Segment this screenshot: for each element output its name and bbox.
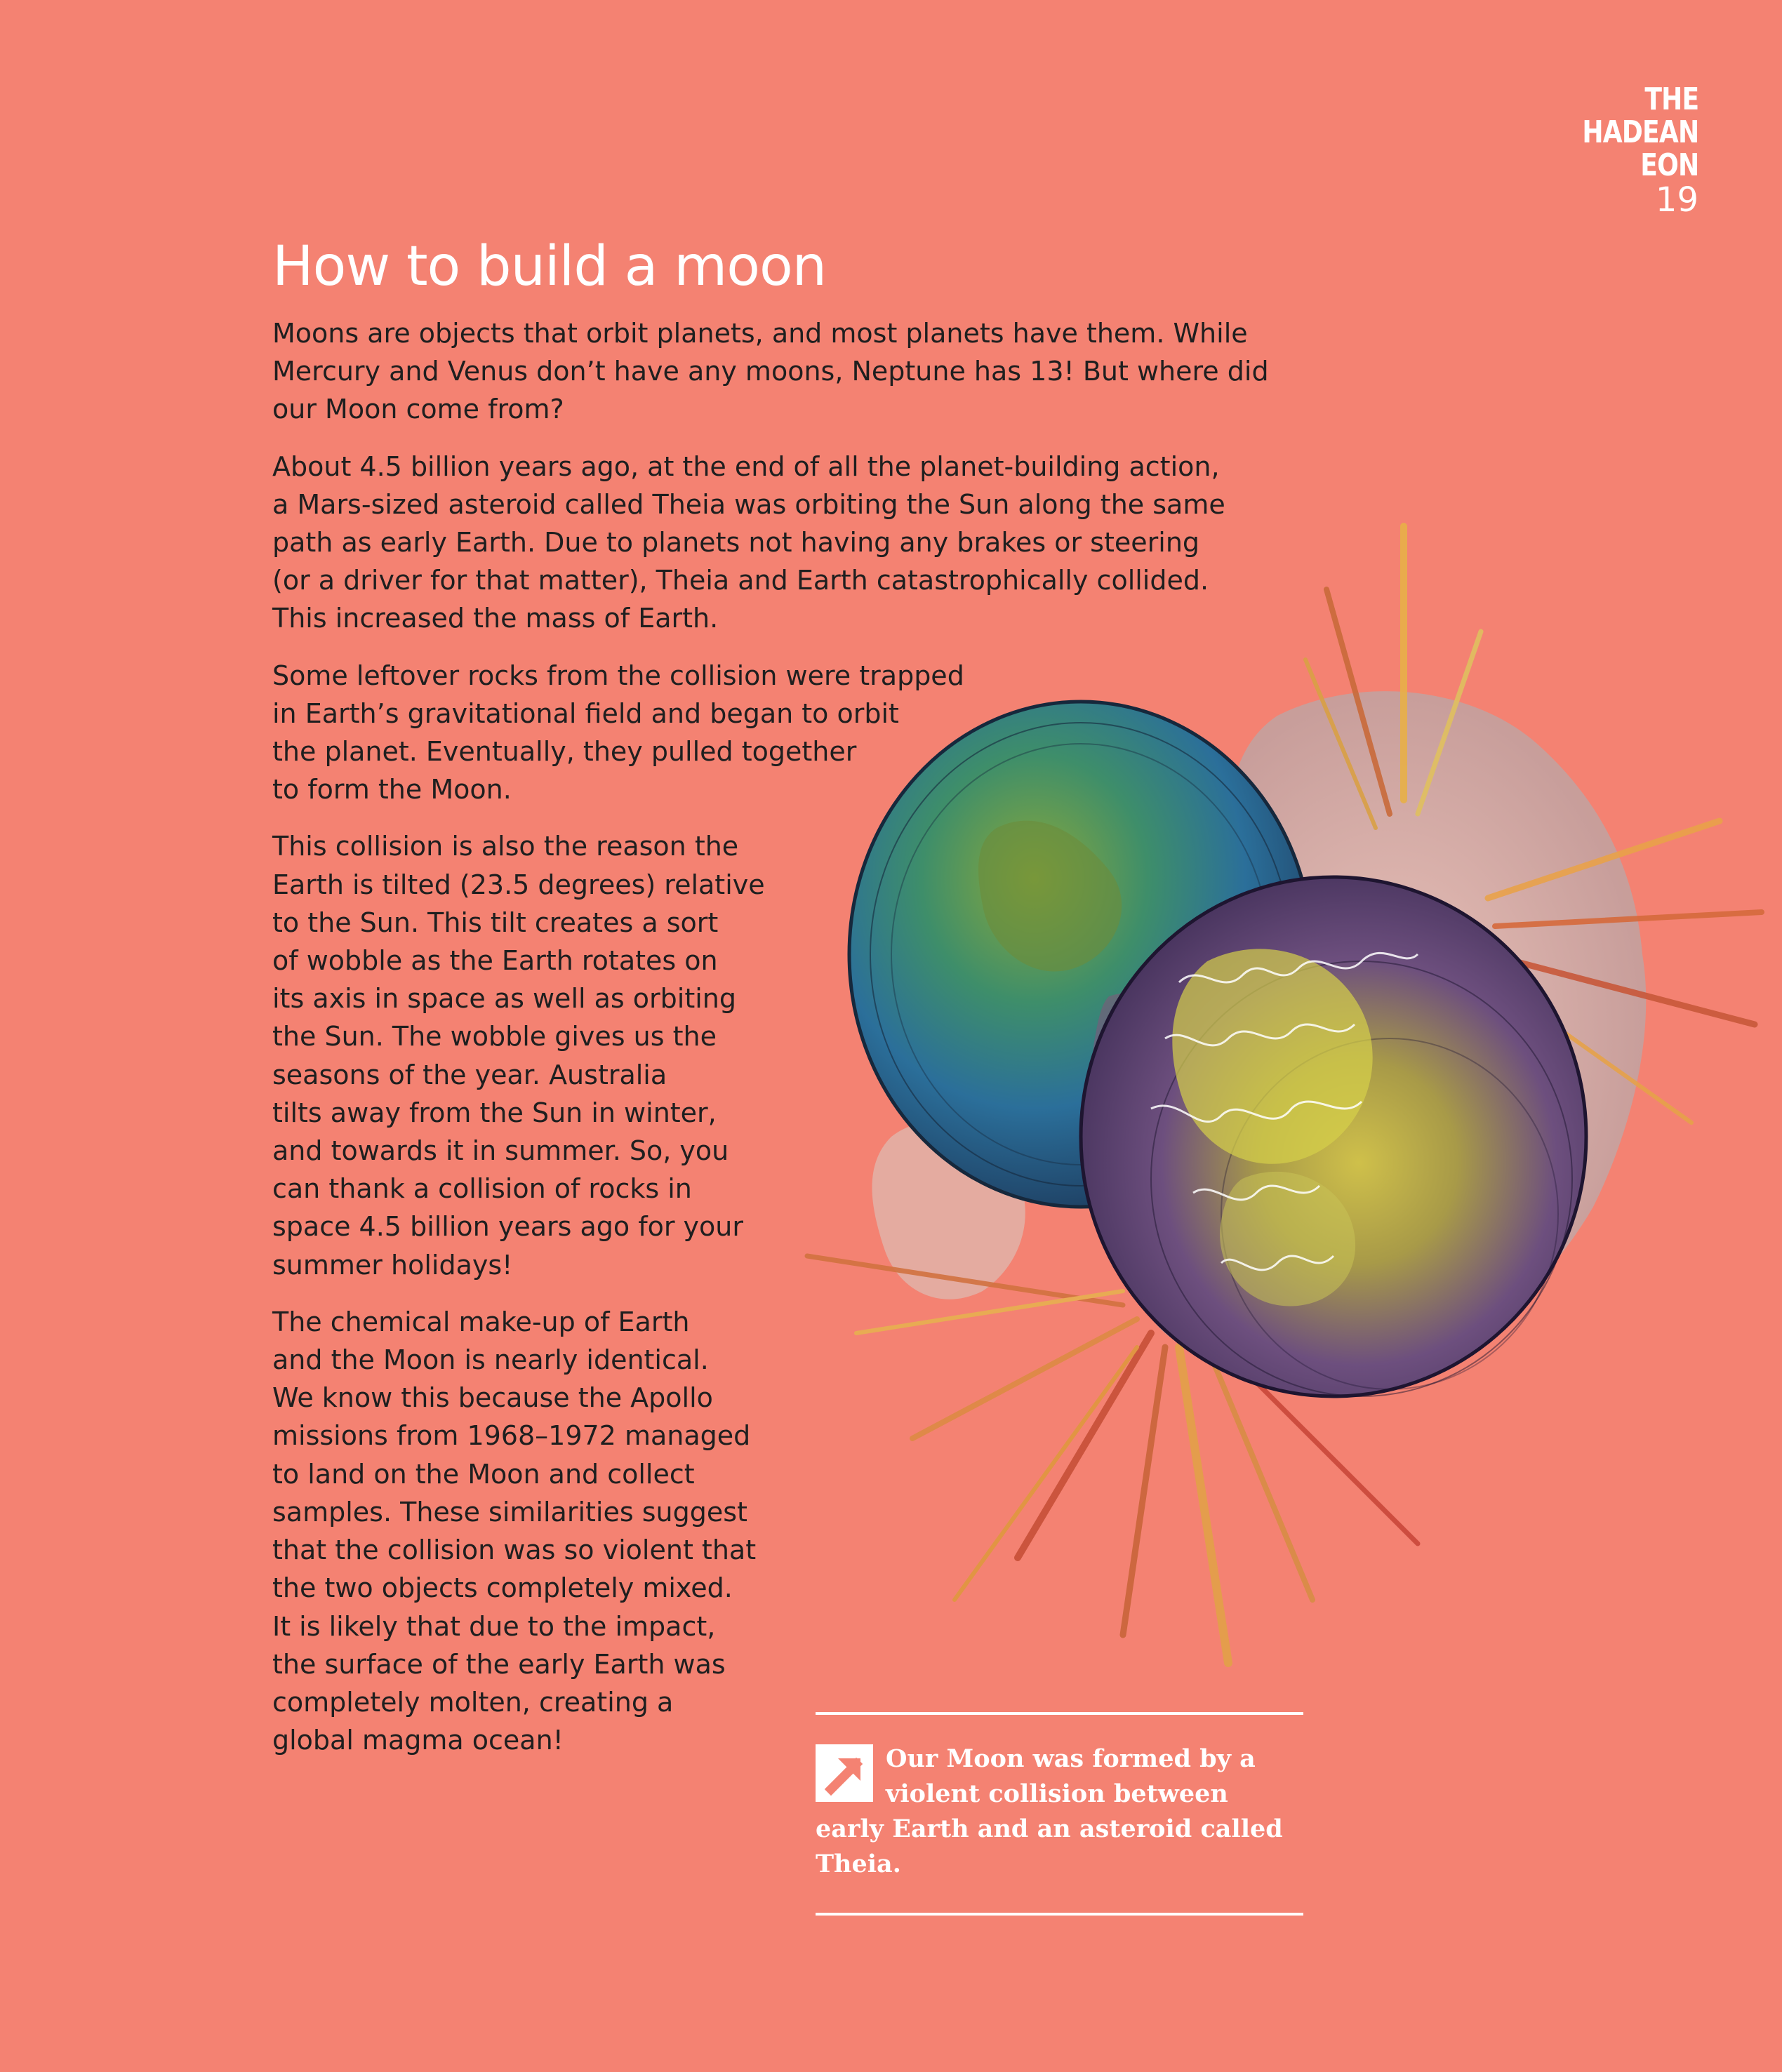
text-line: Earth is tilted (23.5 degrees) relative — [272, 869, 765, 900]
text-line: that the collision was so violent that — [272, 1535, 757, 1566]
text-line: a Mars-sized asteroid called Theia was orbiting the Sun along the same — [272, 488, 1225, 520]
text-line: can thank a collision of rocks in — [272, 1173, 692, 1205]
text-line: About 4.5 billion years ago, at the end of all the planet-building action, — [272, 450, 1220, 482]
text-line: path as early Earth. Due to planets not having any brakes or steering — [272, 527, 1200, 559]
chapter-tag — [1557, 83, 1698, 218]
arrow-up-right-icon — [816, 1744, 873, 1802]
text-line: This collision is also the reason the — [272, 831, 739, 862]
text-line: to the Sun. This tilt creates a sort — [272, 907, 719, 938]
page-number: 19 — [1655, 180, 1698, 220]
collision-illustration — [786, 505, 1782, 1712]
chapter-tag-line: THE — [1644, 81, 1698, 117]
chapter-tag-line: EON — [1640, 147, 1698, 183]
chapter-tag-line: HADEAN — [1582, 114, 1698, 150]
text-line: Moons are objects that orbit planets, and most planets have them. While — [272, 318, 1248, 349]
text-line: missions from 1968–1972 managed — [272, 1420, 751, 1452]
text-line: This increased the mass of Earth. — [272, 603, 719, 634]
text-line: (or a driver for that matter), Theia and Earth catastrophically collided. — [272, 565, 1209, 596]
text-line: the Sun. The wobble gives us the — [272, 1021, 717, 1052]
text-line: the two objects completely mixed. — [272, 1572, 733, 1604]
figure-caption — [816, 1712, 1303, 1916]
text-line: and towards it in summer. So, you — [272, 1135, 729, 1167]
text-line: Some leftover rocks from the collision were trapped — [272, 660, 964, 691]
caption-text: Our Moon was formed by a violent collision between early Earth and an asteroid called Theia. — [816, 1744, 1283, 1878]
text-line: in Earth’s gravitational field and began to orbit — [272, 697, 899, 729]
text-line: summer holidays! — [272, 1249, 513, 1281]
text-line: Mercury and Venus don’t have any moons, Neptune has 13! But where did — [272, 356, 1269, 387]
text-line: the planet. Eventually, they pulled together — [272, 736, 857, 768]
text-line: The chemical make-up of Earth — [272, 1306, 690, 1337]
text-line: global magma ocean! — [272, 1725, 564, 1756]
text-line: to land on the Moon and collect — [272, 1458, 695, 1490]
text-line: We know this because the Apollo — [272, 1382, 713, 1414]
paragraph — [272, 314, 1269, 429]
text-line: our Moon come from? — [272, 394, 564, 425]
text-line: tilts away from the Sun in winter, — [272, 1097, 717, 1128]
text-line: It is likely that due to the impact, — [272, 1610, 716, 1642]
text-line: of wobble as the Earth rotates on — [272, 945, 718, 977]
text-line: the surface of the early Earth was — [272, 1648, 726, 1680]
text-line: space 4.5 billion years ago for your — [272, 1211, 743, 1243]
text-line: completely molten, creating a — [272, 1686, 674, 1718]
text-line: and the Moon is nearly identical. — [272, 1344, 709, 1376]
article-title: How to build a moon — [272, 235, 827, 298]
text-line: samples. These similarities suggest — [272, 1496, 747, 1528]
text-line: seasons of the year. Australia — [272, 1059, 667, 1090]
text-line: its axis in space as well as orbiting — [272, 983, 737, 1015]
text-line: to form the Moon. — [272, 774, 512, 806]
